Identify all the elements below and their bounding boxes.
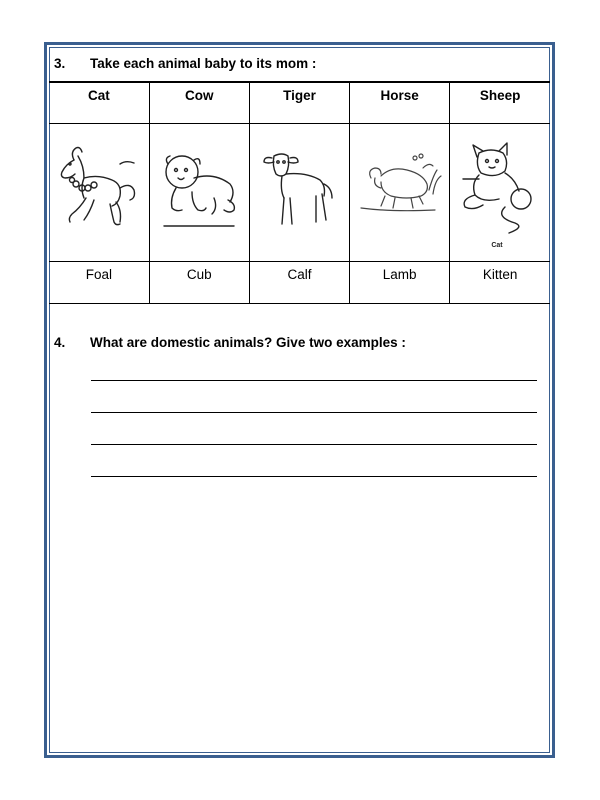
kitten-icon: [455, 133, 545, 253]
baby-cell: Kitten: [450, 262, 550, 304]
moms-row: [49, 83, 550, 124]
calf-icon: [254, 138, 344, 248]
answer-line[interactable]: [91, 444, 537, 445]
baby-cell: Foal: [49, 262, 149, 304]
baby-cell: Lamb: [350, 262, 450, 304]
question-4-number: 4.: [54, 335, 66, 350]
horse-foal-icon: [54, 138, 144, 248]
answer-line[interactable]: [91, 476, 537, 477]
lamb-icon: [355, 138, 445, 248]
mom-cell: Tiger: [249, 83, 349, 124]
mom-cell: Horse: [350, 83, 450, 124]
question-3-text: Take each animal baby to its mom :: [90, 56, 317, 71]
picture-cell: [249, 124, 349, 262]
picture-cell: [450, 124, 550, 262]
kitten-picture-caption: Cat: [491, 241, 503, 249]
mom-cell: Cat: [49, 83, 149, 124]
baby-cell: Cub: [149, 262, 249, 304]
pictures-row: [49, 124, 550, 262]
answer-line[interactable]: [91, 412, 537, 413]
mom-cell: Cow: [149, 83, 249, 124]
lion-cub-icon: [154, 138, 244, 248]
answer-line[interactable]: [91, 380, 537, 381]
question-4-header: [49, 325, 550, 355]
match-table: [49, 82, 550, 304]
baby-cell: Calf: [249, 262, 349, 304]
mom-cell: Sheep: [450, 83, 550, 124]
picture-cell: [49, 124, 149, 262]
babies-row: [49, 262, 550, 304]
question-4-text: What are domestic animals? Give two examples :: [90, 335, 406, 350]
picture-cell: [149, 124, 249, 262]
question-3-number: 3.: [54, 56, 66, 71]
picture-cell: [350, 124, 450, 262]
question-3-header: [49, 47, 550, 82]
